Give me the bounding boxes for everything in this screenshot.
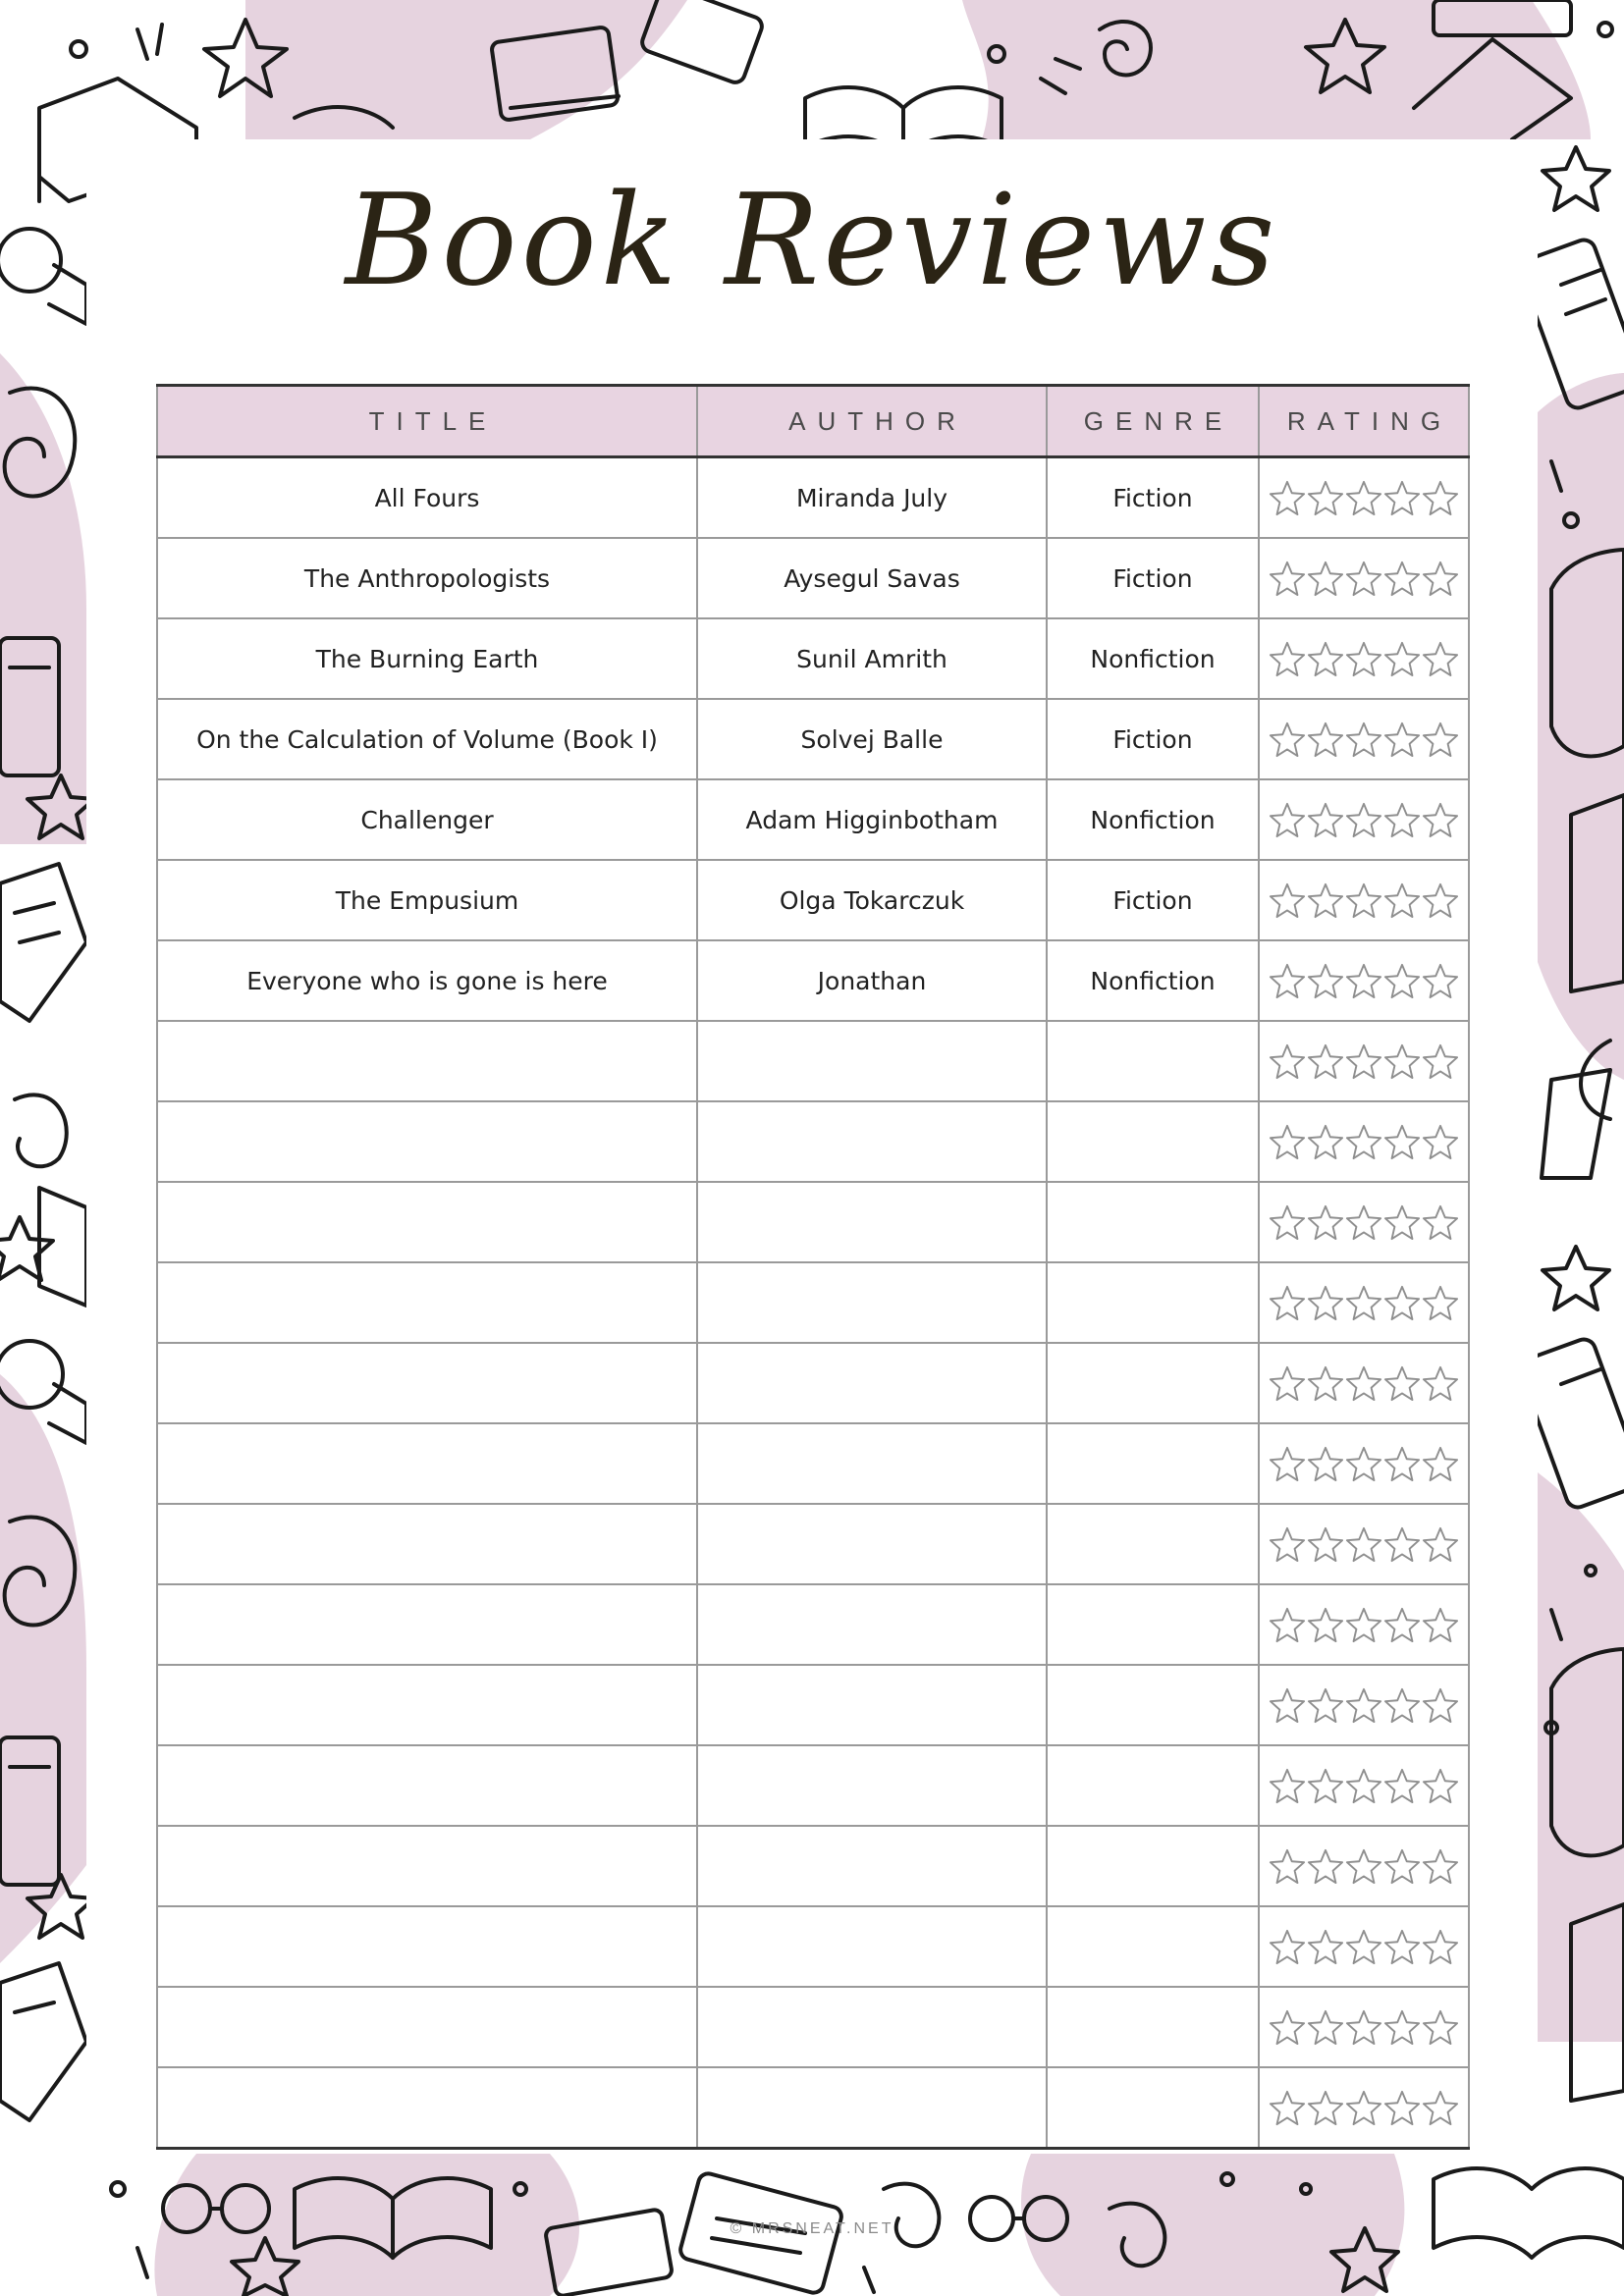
star-outline-icon[interactable] [1269,721,1306,758]
cell-title[interactable] [157,1906,697,1987]
table-row [157,1826,1469,1906]
star-outline-icon[interactable] [1307,1606,1344,1643]
table-row [157,1343,1469,1423]
cell-genre[interactable] [1047,1745,1259,1826]
star-outline-icon[interactable] [1307,1364,1344,1402]
star-outline-icon[interactable] [1269,881,1306,919]
table-row [157,1101,1469,1182]
star-outline-icon[interactable] [1345,1042,1382,1080]
star-outline-icon[interactable] [1307,1928,1344,1965]
flashlight-icon [0,229,86,324]
cell-title[interactable] [157,2067,697,2149]
table-row [157,940,1469,1021]
star-outline-icon[interactable] [1383,1525,1421,1563]
column-header-author: AUTHOR [697,386,1047,457]
star-outline-icon[interactable] [1345,962,1382,999]
star-outline-icon[interactable] [1345,1686,1382,1724]
cell-rating [1259,1745,1469,1826]
star-outline-icon[interactable] [1269,1928,1306,1965]
cell-genre[interactable]: Fiction [1047,457,1259,539]
star-outline-icon[interactable] [1269,1767,1306,1804]
cell-genre[interactable] [1047,1584,1259,1665]
star-outline-icon[interactable] [1269,479,1306,516]
cell-title[interactable] [157,1665,697,1745]
star-outline-icon[interactable] [1345,560,1382,597]
table-row [157,457,1469,539]
open-book-icon [0,864,86,1021]
cell-title[interactable] [157,1826,697,1906]
star-outline-icon[interactable] [1307,640,1344,677]
cell-genre[interactable] [1047,1504,1259,1584]
open-book-icon [0,1963,86,2120]
cell-rating [1259,1504,1469,1584]
star-outline-icon[interactable] [1307,479,1344,516]
rating-stars [1264,2008,1464,2046]
cell-rating [1259,1826,1469,1906]
star-outline-icon[interactable] [1383,1686,1421,1724]
star-outline-icon[interactable] [1307,881,1344,919]
rating-stars [1264,1928,1464,1965]
star-outline-icon[interactable] [1422,2008,1459,2046]
star-outline-icon[interactable] [1269,1123,1306,1160]
star-outline-icon[interactable] [1383,640,1421,677]
star-outline-icon[interactable] [1422,1042,1459,1080]
book-reviews-table [156,384,1470,2150]
page-title: Book Reviews [345,168,1279,314]
cell-genre[interactable] [1047,1906,1259,1987]
cell-author[interactable] [697,1262,1047,1343]
star-outline-icon[interactable] [1383,721,1421,758]
cell-genre[interactable] [1047,1262,1259,1343]
star-outline-icon[interactable] [1422,1123,1459,1160]
star-outline-icon[interactable] [1383,560,1421,597]
header-row [157,386,1469,457]
star-outline-icon[interactable] [1307,560,1344,597]
star-outline-icon[interactable] [1383,2008,1421,2046]
star-outline-icon[interactable] [1307,1686,1344,1724]
star-outline-icon[interactable] [1269,1525,1306,1563]
cell-author[interactable]: Solvej Balle [697,699,1047,779]
star-outline-icon[interactable] [1383,1767,1421,1804]
rating-stars [1264,1123,1464,1160]
cell-rating [1259,1906,1469,1987]
cell-title[interactable] [157,1262,697,1343]
star-outline-icon[interactable] [1422,560,1459,597]
star-outline-icon[interactable] [1383,1123,1421,1160]
cell-title[interactable] [157,1987,697,2067]
star-outline-icon[interactable] [1383,881,1421,919]
star-outline-icon[interactable] [1269,1686,1306,1724]
table-row [157,1584,1469,1665]
cell-title[interactable] [157,1584,697,1665]
star-outline-icon[interactable] [1269,640,1306,677]
star-icon [1543,147,1609,210]
star-outline-icon[interactable] [1345,801,1382,838]
star-outline-icon[interactable] [1269,2089,1306,2126]
cell-title[interactable]: The Burning Earth [157,618,697,699]
star-outline-icon[interactable] [1422,881,1459,919]
star-outline-icon[interactable] [1383,1847,1421,1885]
star-outline-icon[interactable] [1345,2089,1382,2126]
star-outline-icon[interactable] [1269,1284,1306,1321]
star-outline-icon[interactable] [1269,1364,1306,1402]
star-outline-icon[interactable] [1383,801,1421,838]
cell-author[interactable] [697,1101,1047,1182]
star-outline-icon[interactable] [1269,1203,1306,1241]
star-outline-icon[interactable] [1422,1364,1459,1402]
star-outline-icon[interactable] [1345,1123,1382,1160]
star-outline-icon[interactable] [1345,1847,1382,1885]
star-outline-icon[interactable] [1307,1767,1344,1804]
cell-genre[interactable]: Nonfiction [1047,779,1259,860]
rating-stars [1264,1686,1464,1724]
cell-author[interactable] [697,1745,1047,1826]
cell-title[interactable] [157,1423,697,1504]
cell-title[interactable]: Challenger [157,779,697,860]
star-outline-icon[interactable] [1345,1767,1382,1804]
star-outline-icon[interactable] [1383,1928,1421,1965]
star-outline-icon[interactable] [1422,2089,1459,2126]
star-outline-icon[interactable] [1269,1042,1306,1080]
star-outline-icon[interactable] [1269,2008,1306,2046]
cell-title[interactable] [157,1182,697,1262]
cell-author[interactable] [697,1826,1047,1906]
cell-author[interactable] [697,1906,1047,1987]
star-outline-icon[interactable] [1269,1847,1306,1885]
table-row [157,1665,1469,1745]
star-outline-icon[interactable] [1422,1525,1459,1563]
column-header-genre: GENRE [1047,386,1259,457]
star-outline-icon[interactable] [1345,1606,1382,1643]
rating-stars [1264,640,1464,677]
rating-stars [1264,1606,1464,1643]
table-row [157,860,1469,940]
star-outline-icon[interactable] [1383,1042,1421,1080]
review-sheet [86,139,1538,2154]
rating-stars [1264,1203,1464,1241]
cell-genre[interactable] [1047,1423,1259,1504]
cell-title[interactable] [157,1021,697,1101]
star-outline-icon[interactable] [1422,801,1459,838]
star-outline-icon[interactable] [1422,721,1459,758]
star-outline-icon[interactable] [1307,721,1344,758]
cell-genre[interactable] [1047,1987,1259,2067]
cell-genre[interactable]: Fiction [1047,538,1259,618]
cell-rating [1259,1423,1469,1504]
star-outline-icon[interactable] [1422,1445,1459,1482]
table-row [157,699,1469,779]
star-outline-icon[interactable] [1307,1123,1344,1160]
cell-genre[interactable]: Nonfiction [1047,940,1259,1021]
cell-author[interactable]: Aysegul Savas [697,538,1047,618]
star-outline-icon[interactable] [1269,1445,1306,1482]
cell-author[interactable] [697,1504,1047,1584]
cell-author[interactable] [697,1584,1047,1665]
star-outline-icon[interactable] [1383,962,1421,999]
star-outline-icon[interactable] [1422,1203,1459,1241]
star-outline-icon[interactable] [1345,2008,1382,2046]
star-outline-icon[interactable] [1422,1847,1459,1885]
star-outline-icon[interactable] [1383,1284,1421,1321]
star-outline-icon[interactable] [1269,962,1306,999]
star-outline-icon[interactable] [1383,1606,1421,1643]
table-row [157,779,1469,860]
cell-rating [1259,1182,1469,1262]
star-outline-icon[interactable] [1383,2089,1421,2126]
rating-stars [1264,962,1464,999]
star-outline-icon[interactable] [1345,1445,1382,1482]
cell-genre[interactable] [1047,2067,1259,2149]
cell-author[interactable] [697,1343,1047,1423]
cell-genre[interactable]: Fiction [1047,860,1259,940]
cell-title[interactable]: The Empusium [157,860,697,940]
cell-author[interactable] [697,1423,1047,1504]
star-outline-icon[interactable] [1307,2089,1344,2126]
table-row [157,1987,1469,2067]
star-outline-icon[interactable] [1422,1284,1459,1321]
rating-stars [1264,1847,1464,1885]
star-outline-icon[interactable] [1383,1445,1421,1482]
cell-title[interactable]: All Fours [157,457,697,539]
column-header-title: TITLE [157,386,697,457]
cell-author[interactable]: Jonathan [697,940,1047,1021]
cell-author[interactable] [697,2067,1047,2149]
table-row [157,1021,1469,1101]
swirl-icon [15,1095,67,1166]
cell-author[interactable] [697,1665,1047,1745]
star-outline-icon[interactable] [1307,1445,1344,1482]
star-outline-icon[interactable] [1345,721,1382,758]
star-outline-icon[interactable] [1345,1364,1382,1402]
cell-rating [1259,860,1469,940]
star-icon [0,1217,53,1280]
cell-rating [1259,618,1469,699]
star-outline-icon[interactable] [1383,1364,1421,1402]
rating-stars [1264,881,1464,919]
star-outline-icon[interactable] [1269,801,1306,838]
star-outline-icon[interactable] [1345,1284,1382,1321]
star-outline-icon[interactable] [1307,801,1344,838]
star-outline-icon[interactable] [1345,640,1382,677]
rating-stars [1264,560,1464,597]
cell-title[interactable] [157,1504,697,1584]
table-row [157,2067,1469,2149]
table-row [157,618,1469,699]
table-row [157,1906,1469,1987]
cell-rating [1259,1343,1469,1423]
column-header-rating: RATING [1259,386,1469,457]
star-outline-icon[interactable] [1383,479,1421,516]
star-outline-icon[interactable] [1422,1606,1459,1643]
rating-stars [1264,1364,1464,1402]
table-row [157,1182,1469,1262]
rating-stars [1264,801,1464,838]
cell-rating [1259,699,1469,779]
cell-genre[interactable] [1047,1101,1259,1182]
star-outline-icon[interactable] [1307,962,1344,999]
cell-author[interactable] [697,1987,1047,2067]
cell-rating [1259,1987,1469,2067]
star-outline-icon[interactable] [1422,962,1459,999]
star-outline-icon[interactable] [1422,479,1459,516]
cell-author[interactable] [697,1021,1047,1101]
cell-rating [1259,940,1469,1021]
star-outline-icon[interactable] [1422,640,1459,677]
star-outline-icon[interactable] [1345,1928,1382,1965]
star-icon [1543,1247,1609,1309]
cell-rating [1259,2067,1469,2149]
cell-title[interactable] [157,1343,697,1423]
star-outline-icon[interactable] [1269,560,1306,597]
star-outline-icon[interactable] [1345,881,1382,919]
cell-genre[interactable] [1047,1343,1259,1423]
table-row [157,1504,1469,1584]
cell-genre[interactable] [1047,1826,1259,1906]
cell-rating [1259,1021,1469,1101]
star-outline-icon[interactable] [1345,479,1382,516]
star-outline-icon[interactable] [1345,1203,1382,1241]
star-outline-icon[interactable] [1383,1203,1421,1241]
cell-author[interactable]: Adam Higginbotham [697,779,1047,860]
star-outline-icon[interactable] [1307,1847,1344,1885]
cell-author[interactable]: Sunil Amrith [697,618,1047,699]
cell-rating [1259,1584,1469,1665]
cell-rating [1259,1101,1469,1182]
cell-title[interactable] [157,1745,697,1826]
cell-genre[interactable] [1047,1665,1259,1745]
star-outline-icon[interactable] [1269,1606,1306,1643]
rating-stars [1264,1445,1464,1482]
star-outline-icon[interactable] [1422,1928,1459,1965]
star-outline-icon[interactable] [1422,1686,1459,1724]
cell-genre[interactable] [1047,1021,1259,1101]
table-row [157,1745,1469,1826]
cell-rating [1259,1665,1469,1745]
rating-stars [1264,721,1464,758]
footer-credit: © MRSNEAT.NET [730,2220,894,2237]
table-row [157,1423,1469,1504]
cell-author[interactable] [697,1182,1047,1262]
cell-genre[interactable] [1047,1182,1259,1262]
star-outline-icon[interactable] [1307,1042,1344,1080]
rating-stars [1264,1284,1464,1321]
cell-author[interactable]: Miranda July [697,457,1047,539]
open-book-icon [1434,2168,1624,2258]
star-outline-icon[interactable] [1307,1525,1344,1563]
rating-stars [1264,1767,1464,1804]
star-outline-icon[interactable] [1422,1767,1459,1804]
cell-genre[interactable]: Nonfiction [1047,618,1259,699]
star-outline-icon[interactable] [1307,1203,1344,1241]
rating-stars [1264,1525,1464,1563]
table-row [157,1262,1469,1343]
rating-stars [1264,2089,1464,2126]
star-outline-icon[interactable] [1307,1284,1344,1321]
cell-title[interactable] [157,1101,697,1182]
cell-rating [1259,779,1469,860]
rating-stars [1264,479,1464,516]
cell-rating [1259,457,1469,539]
rating-stars [1264,1042,1464,1080]
cell-author[interactable]: Olga Tokarczuk [697,860,1047,940]
cell-genre[interactable]: Fiction [1047,699,1259,779]
cell-title[interactable]: Everyone who is gone is here [157,940,697,1021]
book-icon [1542,1070,1610,1178]
cell-title[interactable]: On the Calculation of Volume (Book I) [157,699,697,779]
cell-rating [1259,538,1469,618]
cell-title[interactable]: The Anthropologists [157,538,697,618]
star-outline-icon[interactable] [1307,2008,1344,2046]
star-outline-icon[interactable] [1345,1525,1382,1563]
cell-rating [1259,1262,1469,1343]
table-row [157,538,1469,618]
